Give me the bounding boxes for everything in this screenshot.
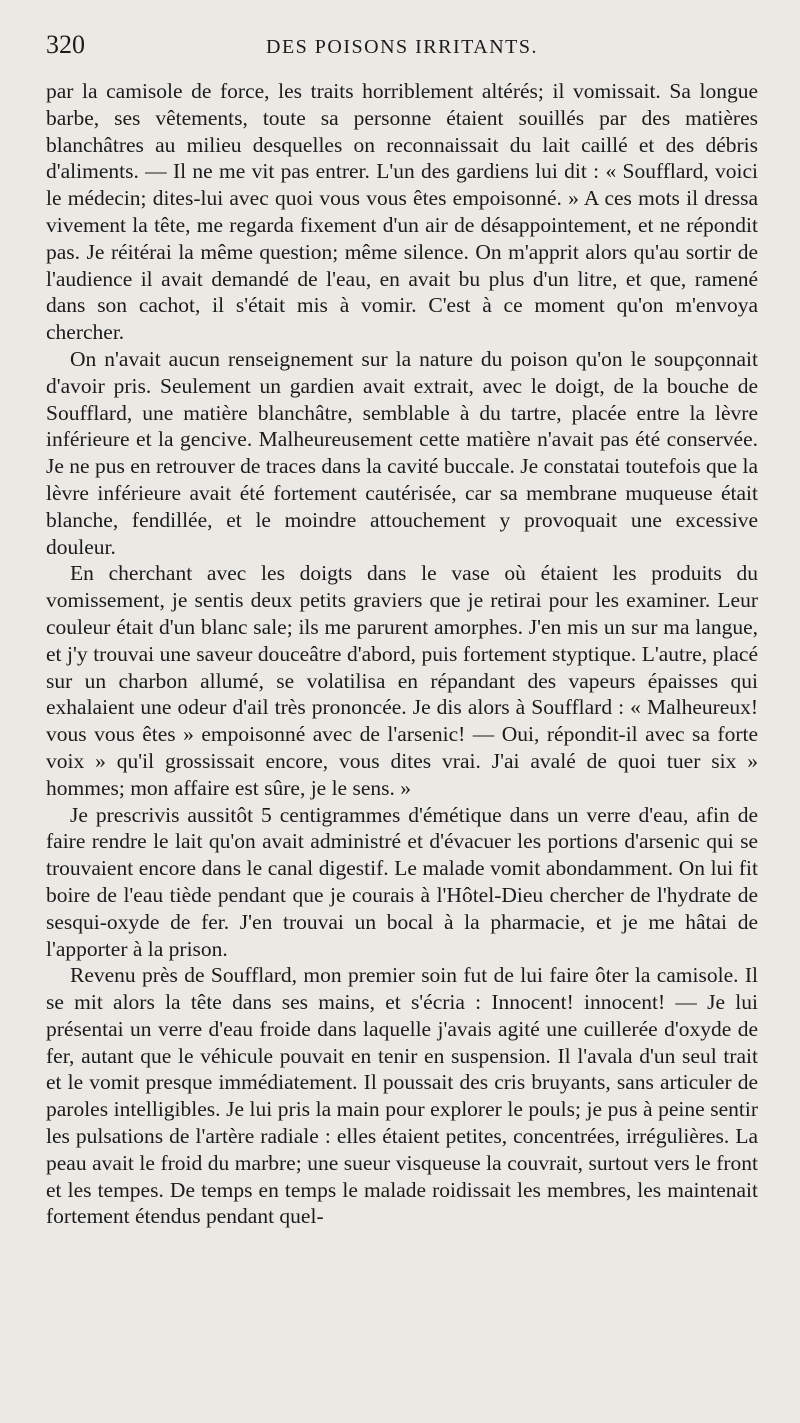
paragraph-5: Revenu près de Soufflard, mon premier soin fut de lui faire ôter la camisole. Il se mit alors la tête dans ses mains, et s'écria : Innocent! innocent! — Je lui présentai un verre d'eau froide dans laquelle j'avais agité une cuillerée d'oxyde de fer, autant que le véhicule pouvait en tenir en suspension. Il l'avala d'un seul trait et le vomit presque immédiatement. Il poussait des cris bruyants, sans articuler de paroles intelligibles. Je lui pris la main pour explorer le pouls; je pus à peine sentir les pulsations de l'artère radiale : elles étaient petites, concentrées, irrégulières. La peau avait le froid du marbre; une sueur visqueuse la couvrait, surtout vers le front et les tempes. De temps en temps le malade roidissait les membres, les maintenait fortement étendus pendant quel-	[46, 963, 758, 1229]
page-header	[46, 30, 758, 70]
paragraph-3: En cherchant avec les doigts dans le vase où étaient les produits du vomissement, je sentis deux petits graviers que je retirai pour les examiner. Leur couleur était d'un blanc sale; ils me parurent amorphes. J'en mis un sur ma langue, et j'y trouvai une saveur douceâtre d'abord, puis fortement styptique. L'autre, placé sur un charbon allumé, se volatilisa en répandant des vapeurs épaisses qui exhalaient une odeur d'ail très prononcée. Je dis alors à Soufflard : « Malheureux! vous vous êtes » empoisonné avec de l'arsenic! — Oui, répondit-il avec sa forte voix » qu'il grossissait encore, vous dites vrai. J'ai avalé de quoi tuer six » hommes; mon affaire est sûre, je le sens. »	[46, 561, 758, 800]
page-number: 320	[46, 30, 85, 59]
running-head: DES POISONS IRRITANTS.	[266, 36, 538, 58]
paragraph-1: par la camisole de force, les traits horriblement altérés; il vomissait. Sa longue barbe, ses vêtements, toute sa personne étaient souillés par des matières blanchâtres au milieu desquelles on reconnaissait du lait caillé et des débris d'aliments. — Il ne me vit pas entrer. L'un des gardiens lui dit : « Soufflard, voici le médecin; dites-lui avec quoi vous vous êtes empoisonné. » A ces mots il dressa vivement la tête, me regarda fixement d'un air de désappointement, et ne répondit pas. Je réitérai la même question; même silence. On m'apprit alors qu'au sortir de l'audience il avait demandé de l'eau, en avait bu plus d'un litre, et que, ramené dans son cachot, il s'était mis à vomir. C'est à ce moment qu'on m'envoya chercher.	[46, 79, 758, 345]
paragraph-2: On n'avait aucun renseignement sur la nature du poison qu'on le soupçonnait d'avoir pris. Seulement un gardien avait extrait, avec le doigt, de la bouche de Soufflard, une matière blanchâtre, semblable à du tartre, placée entre la lèvre inférieure et la gencive. Malheureusement cette matière n'avait pas été conservée. Je ne pus en retrouver de traces dans la cavité buccale. Je constatai toutefois que la lèvre inférieure avait été fortement cautérisée, car sa membrane muqueuse était blanche, fendillée, et le moindre attouchement y provoquait une excessive douleur.	[46, 346, 758, 559]
paragraph-4: Je prescrivis aussitôt 5 centigrammes d'émétique dans un verre d'eau, afin de faire rendre le lait qu'on avait administré et d'évacuer les portions d'arsenic qui se trouvaient encore dans le canal digestif. Le malade vomit abondamment. On lui fit boire de l'eau tiède pendant que je courais à l'Hôtel-Dieu chercher de l'hydrate de sesqui-oxyde de fer. J'en trouvai un bocal à la pharmacie, et je me hâtai de l'apporter à la prison.	[46, 802, 758, 961]
body-text	[46, 78, 758, 1230]
